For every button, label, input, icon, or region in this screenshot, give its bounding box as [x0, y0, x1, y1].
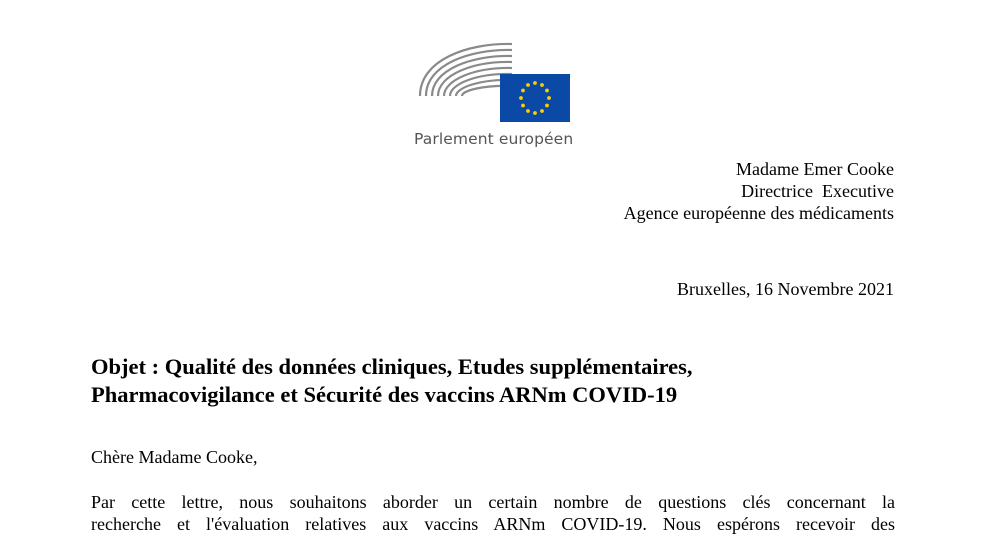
body-line-2: recherche et l'évaluation relatives aux vaccins ARNm COVID-19. Nous espérons recevoir des	[91, 514, 895, 534]
recipient-organization: Agence européenne des médicaments	[623, 203, 894, 223]
body-line-1: Par cette lettre, nous souhaitons aborder un certain nombre de questions clés concernant la	[91, 492, 895, 512]
letter-date: Bruxelles, 16 Novembre 2021	[677, 279, 894, 299]
european-parliament-logo	[412, 38, 577, 153]
european-parliament-emblem-icon	[412, 38, 577, 128]
body-paragraph	[91, 491, 895, 535]
subject-line-2: Pharmacovigilance et Sécurité des vaccins ARNm COVID-19	[91, 382, 678, 407]
subject-line-1: Objet : Qualité des données cliniques, Etudes supplémentaires,	[91, 354, 693, 379]
recipient-title: Directrice Executive	[741, 181, 894, 201]
salutation: Chère Madame Cooke,	[91, 447, 258, 467]
logo-text: Parlement européen	[414, 130, 574, 148]
recipient-block	[624, 158, 894, 224]
letter-subject	[91, 353, 891, 409]
recipient-name: Madame Emer Cooke	[736, 159, 894, 179]
